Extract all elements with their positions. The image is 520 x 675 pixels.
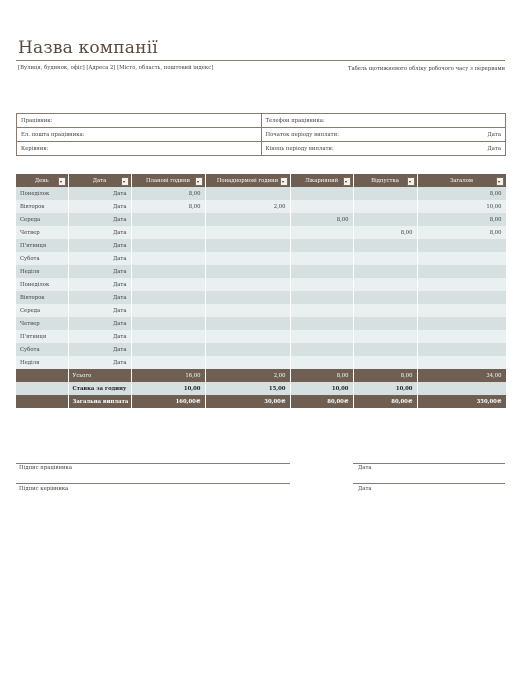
cell-total: 8,00 — [417, 226, 506, 239]
manager-cell[interactable] — [17, 142, 262, 156]
cell-sick[interactable] — [290, 187, 353, 200]
table-row — [16, 317, 506, 330]
cell-vacation[interactable] — [353, 278, 417, 291]
cell-day: Четвер — [16, 226, 68, 239]
manager-date-line[interactable] — [353, 483, 505, 484]
period-start-cell[interactable] — [261, 128, 506, 142]
header-vacation: Відпустка — [353, 174, 417, 187]
cell-planned[interactable]: 8,00 — [131, 200, 205, 213]
cell-vacation[interactable] — [353, 304, 417, 317]
employee-signature-line[interactable] — [16, 463, 290, 464]
cell-overtime[interactable] — [205, 343, 290, 356]
rate-planned[interactable]: 10,00 — [131, 382, 205, 395]
cell-planned[interactable] — [131, 252, 205, 265]
cell-overtime[interactable] — [205, 291, 290, 304]
cell-sick[interactable] — [290, 330, 353, 343]
cell-planned[interactable] — [131, 239, 205, 252]
cell-vacation[interactable] — [353, 356, 417, 369]
cell-planned[interactable] — [131, 330, 205, 343]
cell-day: Четвер — [16, 317, 68, 330]
total-label: Усього — [68, 369, 131, 382]
employee-phone-label: Телефон працівника: — [265, 117, 325, 124]
cell-vacation[interactable] — [353, 187, 417, 200]
cell-sick[interactable] — [290, 239, 353, 252]
header-total: Загалом — [417, 174, 506, 187]
cell-vacation[interactable] — [353, 265, 417, 278]
cell-sick[interactable] — [290, 265, 353, 278]
table-row — [16, 304, 506, 317]
cell-vacation[interactable] — [353, 200, 417, 213]
cell-date[interactable]: Дата — [68, 213, 131, 226]
email-label: Ел. пошта працівника: — [21, 131, 85, 138]
cell-sick[interactable] — [290, 252, 353, 265]
cell-day: Неділя — [16, 356, 68, 369]
table-header-row — [16, 174, 506, 187]
filter-dropdown-icon[interactable] — [343, 177, 351, 186]
rate-sick[interactable]: 10,00 — [290, 382, 353, 395]
cell-planned[interactable]: 8,00 — [131, 187, 205, 200]
cell-total — [417, 278, 506, 291]
cell-vacation[interactable] — [353, 252, 417, 265]
company-name: Назва компанії — [18, 38, 158, 58]
cell-overtime[interactable] — [205, 213, 290, 226]
period-end-value: Дата — [487, 145, 501, 152]
cell-day: П'ятниця — [16, 239, 68, 252]
table-row — [16, 356, 506, 369]
total-row — [16, 369, 506, 382]
filter-dropdown-icon[interactable] — [58, 177, 66, 186]
cell-vacation[interactable] — [353, 330, 417, 343]
cell-vacation[interactable] — [353, 239, 417, 252]
pay-total: 350,00₴ — [417, 395, 506, 408]
cell-total — [417, 304, 506, 317]
cell-day: Вівторок — [16, 200, 68, 213]
rate-overtime[interactable]: 15,00 — [205, 382, 290, 395]
table-row — [16, 343, 506, 356]
cell-date[interactable]: Дата — [68, 265, 131, 278]
cell-planned[interactable] — [131, 356, 205, 369]
cell-date[interactable]: Дата — [68, 304, 131, 317]
table-row — [16, 239, 506, 252]
cell-date[interactable]: Дата — [68, 330, 131, 343]
header-planned: Планові години — [131, 174, 205, 187]
cell-day: Середа — [16, 213, 68, 226]
cell-planned[interactable] — [131, 213, 205, 226]
document-title: Табель щотижневого обліку робочого часу з перервами — [347, 66, 505, 72]
cell-date[interactable]: Дата — [68, 278, 131, 291]
cell-overtime[interactable] — [205, 252, 290, 265]
employee-label: Працівник: — [21, 117, 53, 124]
filter-dropdown-icon[interactable] — [121, 177, 129, 186]
rate-vacation[interactable]: 10,00 — [353, 382, 417, 395]
cell-overtime[interactable] — [205, 226, 290, 239]
hourly-rate-row — [16, 382, 506, 395]
total-pay-row — [16, 395, 506, 408]
cell-sick[interactable] — [290, 200, 353, 213]
pay-vacation: 80,00₴ — [353, 395, 417, 408]
header-date: Дата — [68, 174, 131, 187]
cell-vacation[interactable] — [353, 213, 417, 226]
cell-day: Понеділок — [16, 278, 68, 291]
cell-day: Понеділок — [16, 187, 68, 200]
manager-date-label: Дата — [358, 486, 372, 492]
pay-overtime: 30,00₴ — [205, 395, 290, 408]
cell-total: 8,00 — [417, 213, 506, 226]
employee-date-label: Дата — [358, 465, 372, 471]
cell-planned[interactable] — [131, 278, 205, 291]
cell-sick[interactable] — [290, 304, 353, 317]
cell-date[interactable]: Дата — [68, 200, 131, 213]
header-day: День — [16, 174, 68, 187]
table-row — [16, 187, 506, 200]
header-rule — [16, 60, 505, 61]
total-planned: 16,00 — [131, 369, 205, 382]
cell-overtime[interactable] — [205, 278, 290, 291]
manager-label: Керівник: — [21, 145, 49, 152]
cell-sick[interactable] — [290, 291, 353, 304]
cell-sick[interactable] — [290, 343, 353, 356]
cell-vacation[interactable] — [353, 291, 417, 304]
cell-sick[interactable] — [290, 278, 353, 291]
cell-total: 8,00 — [417, 187, 506, 200]
period-start-label: Початок періоду виплати: — [265, 131, 339, 138]
employee-phone-cell[interactable] — [261, 114, 506, 128]
cell-sick[interactable] — [290, 226, 353, 239]
employee-cell[interactable] — [17, 114, 262, 128]
cell-overtime[interactable] — [205, 317, 290, 330]
cell-total — [417, 265, 506, 278]
total-total: 34,00 — [417, 369, 506, 382]
header-overtime: Понаднормові години — [205, 174, 290, 187]
cell-overtime[interactable]: 2,00 — [205, 200, 290, 213]
cell-total — [417, 252, 506, 265]
filter-dropdown-icon[interactable] — [195, 177, 203, 186]
cell-overtime[interactable] — [205, 356, 290, 369]
filter-dropdown-icon[interactable] — [496, 177, 504, 186]
total-sick: 8,00 — [290, 369, 353, 382]
cell-overtime[interactable] — [205, 239, 290, 252]
manager-signature-line[interactable] — [16, 483, 290, 484]
header-sick: Лікарняний — [290, 174, 353, 187]
table-row — [16, 252, 506, 265]
cell-overtime[interactable] — [205, 304, 290, 317]
cell-overtime[interactable] — [205, 330, 290, 343]
period-start-value: Дата — [487, 131, 501, 138]
table-row — [16, 265, 506, 278]
cell-date[interactable]: Дата — [68, 239, 131, 252]
cell-total — [417, 239, 506, 252]
email-cell[interactable] — [17, 128, 262, 142]
cell-planned[interactable] — [131, 291, 205, 304]
manager-signature-label: Підпис керівника — [19, 486, 69, 492]
period-end-label: Кінець періоду виплати: — [265, 145, 334, 152]
total-overtime: 2,00 — [205, 369, 290, 382]
cell-sick[interactable] — [290, 317, 353, 330]
table-row — [16, 291, 506, 304]
period-end-cell[interactable] — [261, 142, 506, 156]
pay-sick: 80,00₴ — [290, 395, 353, 408]
cell-planned[interactable] — [131, 226, 205, 239]
employee-date-line[interactable] — [353, 463, 505, 464]
cell-vacation[interactable] — [353, 317, 417, 330]
cell-date[interactable]: Дата — [68, 317, 131, 330]
cell-date[interactable]: Дата — [68, 343, 131, 356]
cell-planned[interactable] — [131, 304, 205, 317]
employee-signature-label: Підпис працівника — [19, 465, 72, 471]
cell-planned[interactable] — [131, 265, 205, 278]
cell-day: Субота — [16, 252, 68, 265]
table-row — [16, 213, 506, 226]
cell-date[interactable]: Дата — [68, 291, 131, 304]
cell-date[interactable]: Дата — [68, 356, 131, 369]
total-vacation: 8,00 — [353, 369, 417, 382]
cell-sick[interactable] — [290, 356, 353, 369]
cell-total — [417, 291, 506, 304]
cell-total — [417, 343, 506, 356]
cell-total — [417, 330, 506, 343]
cell-date[interactable]: Дата — [68, 252, 131, 265]
cell-overtime[interactable] — [205, 187, 290, 200]
pay-planned: 160,00₴ — [131, 395, 205, 408]
cell-vacation[interactable] — [353, 343, 417, 356]
filter-dropdown-icon[interactable] — [407, 177, 415, 186]
filter-dropdown-icon[interactable] — [280, 177, 288, 186]
rate-label: Ставка за годину — [68, 382, 131, 395]
table-row — [16, 330, 506, 343]
company-address: [Вулиця, будинок, офіс] [Адреса 2] [Місто, область, поштовий індекс] — [18, 65, 214, 71]
table-row — [16, 278, 506, 291]
table-row — [16, 200, 506, 213]
cell-planned[interactable] — [131, 343, 205, 356]
cell-day: Неділя — [16, 265, 68, 278]
cell-sick[interactable]: 8,00 — [290, 213, 353, 226]
table-row — [16, 226, 506, 239]
cell-day: П'ятниця — [16, 330, 68, 343]
timesheet-table — [16, 174, 507, 408]
cell-day: Субота — [16, 343, 68, 356]
cell-date[interactable]: Дата — [68, 187, 131, 200]
cell-vacation[interactable]: 8,00 — [353, 226, 417, 239]
employee-info-table — [16, 113, 506, 156]
cell-planned[interactable] — [131, 317, 205, 330]
pay-label: Загальна виплата — [68, 395, 131, 408]
cell-total — [417, 356, 506, 369]
cell-day: Вівторок — [16, 291, 68, 304]
cell-total — [417, 317, 506, 330]
cell-total: 10,00 — [417, 200, 506, 213]
cell-day: Середа — [16, 304, 68, 317]
cell-overtime[interactable] — [205, 265, 290, 278]
cell-date[interactable]: Дата — [68, 226, 131, 239]
